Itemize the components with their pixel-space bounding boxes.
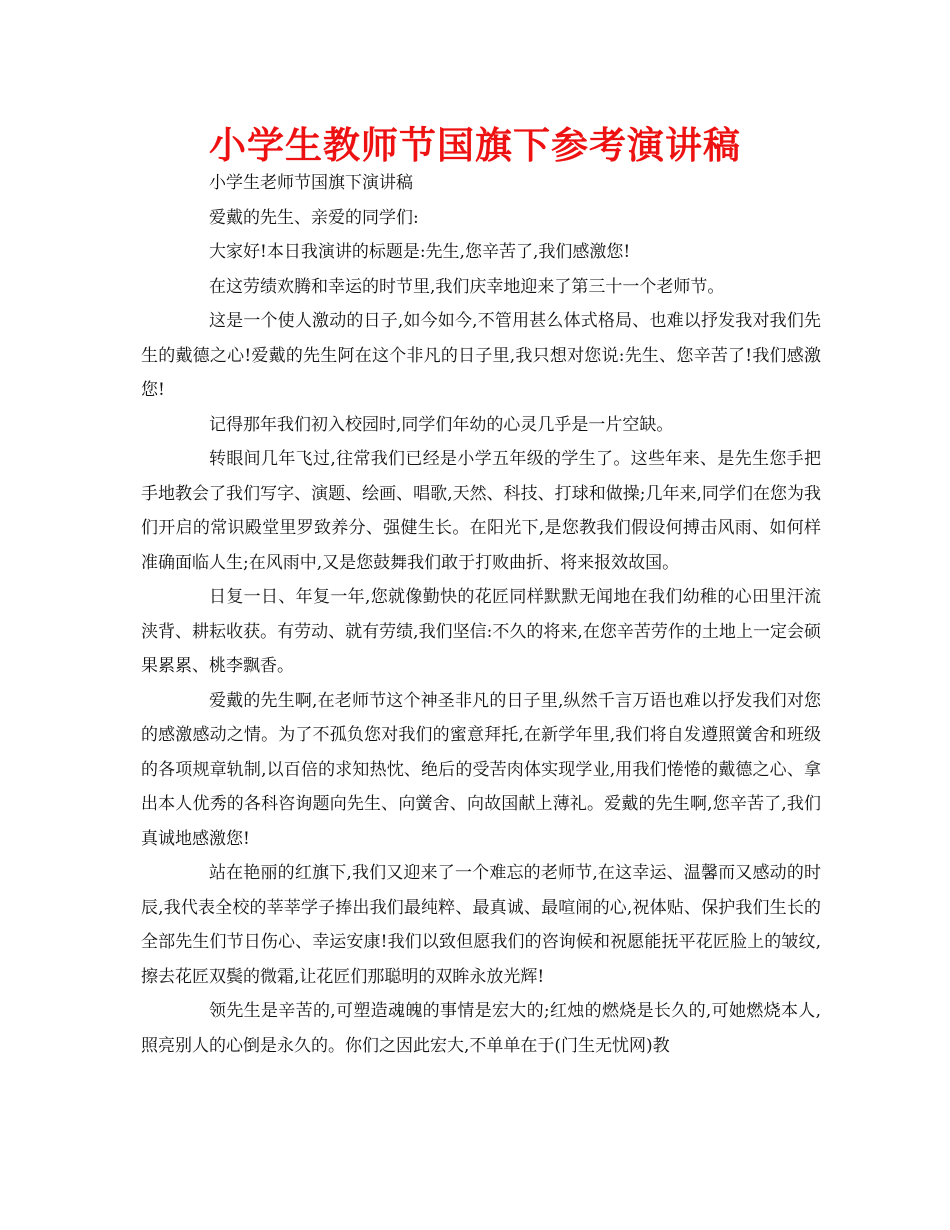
- document-body: [141, 166, 821, 1063]
- body-paragraph: 日复一日、年复一年,您就像勤快的花匠同样默默无闻地在我们幼稚的心田里汗流浃背、耕耘收获。有劳动、就有劳绩,我们坚信:不久的将来,在您辛苦劳作的土地上一定会硕果累累、桃李飘香。: [141, 587, 821, 676]
- body-paragraph: 这是一个使人激动的日子,如今如今,不管用甚么体式格局、也难以抒发我对我们先生的戴德之心!爱戴的先生阿在这个非凡的日子里,我只想对您说:先生、您辛苦了!我们感激您!: [141, 311, 821, 400]
- body-paragraph: 站在艳丽的红旗下,我们又迎来了一个难忘的老师节,在这幸运、温馨而又感动的时辰,我代表全校的莘莘学子捧出我们最纯粹、最真诚、最喧闹的心,祝体贴、保护我们生长的全部先生们节日伤心、幸运安康!我们以致但愿我们的咨询候和祝愿能抚平花匠脸上的皱纹,擦去花匠双鬓的微霜,让花匠们那聪明的双眸永放光辉!: [141, 863, 821, 987]
- body-paragraph: 在这劳绩欢腾和幸运的时节里,我们庆幸地迎来了第三十一个老师节。: [209, 276, 725, 297]
- greeting-paragraph: 爱戴的先生、亲爱的同学们:: [209, 207, 419, 228]
- document-title: 小学生教师节国旗下参考演讲稿: [209, 124, 741, 167]
- body-paragraph: 转眼间几年飞过,往常我们已经是小学五年级的学生了。这些年来、是先生您手把手地教会了我们写字、演题、绘画、唱歌,天然、科技、打球和做操;几年来,同学们在您为我们开启的常识殿堂里罗致养分、强健生长。在阳光下,是您教我们假设何搏击风雨、如何样准确面临人生;在风雨中,又是您鼓舞我们敢于打败曲折、将来报效故国。: [141, 449, 821, 573]
- intro-paragraph: 大家好!本日我演讲的标题是:先生,您辛苦了,我们感激您!: [209, 242, 631, 262]
- subtitle-paragraph: 小学生老师节国旗下演讲稿: [209, 173, 413, 193]
- body-paragraph: 领先生是辛苦的,可塑造魂魄的事情是宏大的;红烛的燃烧是长久的,可她燃烧本人,照亮别人的心倒是永久的。你们之因此宏大,不单单在于(门生无忧网)教: [141, 1001, 821, 1056]
- body-paragraph: 爱戴的先生啊,在老师节这个神圣非凡的日子里,纵然千言万语也难以抒发我们对您的感激感动之情。为了不孤负您对我们的蜜意拜托,在新学年里,我们将自发遵照黉舍和班级的各项规章轨制,以百倍的求知热忱、绝后的受苦肉体实现学业,用我们惓惓的戴德之心、拿出本人优秀的各科咨询题向先生、向黉舍、向故国献上薄礼。爱戴的先生啊,您辛苦了,我们真诚地感激您!: [141, 690, 821, 849]
- body-paragraph: 记得那年我们初入校园时,同学们年幼的心灵几乎是一片空缺。: [209, 414, 674, 435]
